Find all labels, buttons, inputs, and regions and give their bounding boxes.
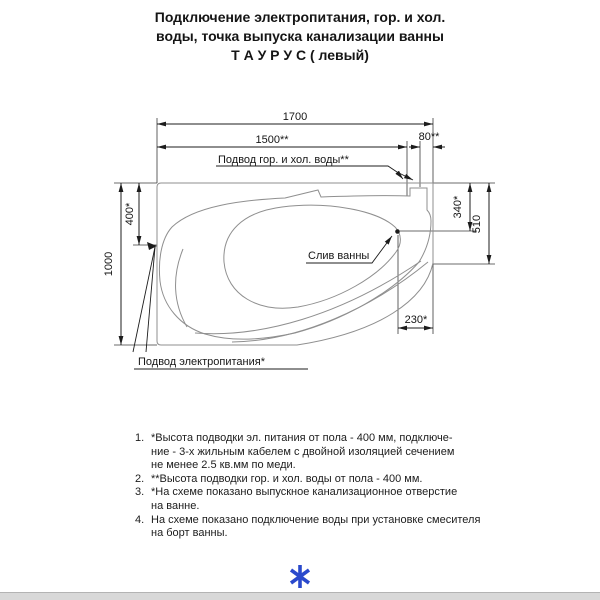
note-line: На схеме показано подключение воды при установке смесителя: [151, 513, 481, 526]
leader-lines: [133, 166, 413, 369]
dim-510-label: 510: [471, 214, 483, 234]
logo-icon: [288, 564, 312, 589]
note-text: [151, 432, 505, 473]
dim-400-label: 400*: [124, 202, 136, 226]
note-line: *Высота подводки эл. питания от пола - 400 мм, подключе-: [151, 432, 453, 444]
note-line: ние - 3-х жильным кабелем с двойной изоляцией сечением: [151, 445, 455, 458]
note-line: **Высота подводки гор. и хол. воды от пола - 400 мм.: [151, 472, 423, 485]
title-line-1: Подключение электропитания, гор. и хол.: [154, 9, 446, 25]
dim-80-label: 80**: [418, 131, 440, 143]
note-number: 3.: [135, 486, 145, 499]
note-number: 4.: [135, 513, 145, 526]
note-line: *На схеме показано выпускное канализационное отверстие: [151, 486, 458, 499]
note-number: 2.: [135, 472, 145, 485]
note-item-4: [135, 514, 505, 541]
note-item-2: [135, 473, 505, 487]
water-point-arrow-2: [397, 172, 413, 180]
dim-230-label: 230*: [404, 314, 428, 326]
dim-340-label: 340*: [452, 195, 464, 219]
electric-point-marker: [147, 242, 157, 250]
note-line: на ванне.: [151, 499, 200, 512]
tub-seat-edge: [176, 249, 187, 327]
tub-silhouette: [157, 183, 433, 345]
water-label-leader: [216, 166, 397, 172]
dimension-labels: [103, 111, 483, 368]
extension-lines: [114, 118, 495, 345]
note-text: [151, 486, 505, 513]
note-text: [151, 514, 505, 541]
notes-section: [135, 432, 505, 541]
electric-leader-2: [146, 247, 155, 352]
drain-label: Слив ванны: [308, 250, 370, 262]
water-supply-label: Подвод гор. и хол. воды**: [218, 154, 349, 166]
dim-1000-label: 1000: [103, 251, 115, 277]
dim-1700-label: 1700: [282, 111, 308, 123]
note-number: 1.: [135, 432, 145, 444]
drain-point: [395, 229, 400, 234]
tub-slope-line-2: [232, 262, 428, 342]
note-line: не менее 2.5 кв.мм по меди.: [151, 459, 296, 472]
note-text: [151, 473, 505, 487]
tub-slope-line-1: [195, 261, 421, 334]
horizontal-scrollbar[interactable]: [0, 592, 600, 600]
dim-1500-label: 1500**: [255, 134, 289, 146]
title-line-3: Т А У Р У С ( левый): [231, 47, 369, 63]
bathtub-outline: [157, 183, 433, 345]
note-line: на борт ванны.: [151, 527, 228, 540]
title-line-2: воды, точка выпуска канализации ванны: [156, 28, 444, 44]
note-item-3: [135, 486, 505, 513]
note-item-1: [135, 432, 505, 473]
electric-supply-label: Подвод электропитания*: [138, 356, 265, 368]
electric-leader-1: [133, 247, 155, 352]
tub-rim: [159, 188, 431, 339]
